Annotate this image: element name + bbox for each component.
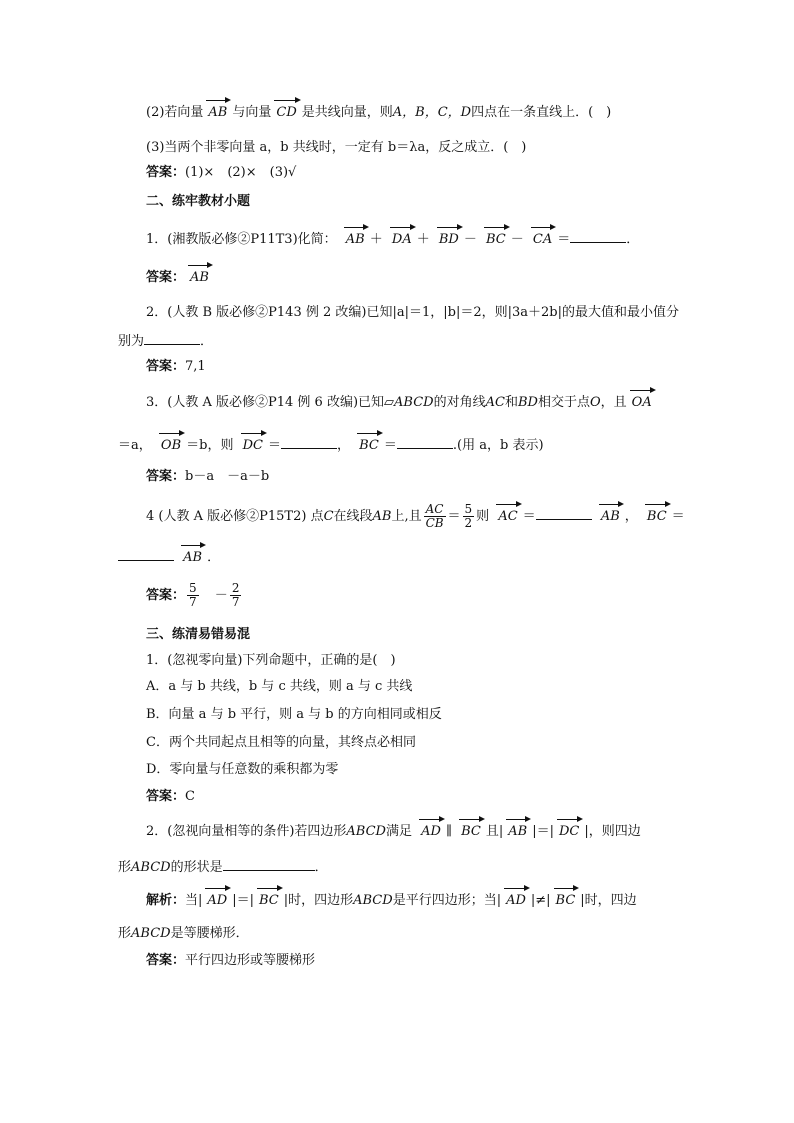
question-2-line (146, 104, 611, 122)
mistake-1-answer (146, 788, 195, 806)
mistake-2-solution (146, 892, 637, 910)
vector-ad: AD (207, 893, 228, 908)
option-a: A．a 与 b 共线，b 与 c 共线，则 a 与 c 共线 (146, 679, 413, 694)
text: ． (207, 550, 221, 565)
vector-cd: CD (276, 105, 297, 120)
answer-blank (570, 229, 626, 243)
answer-label: 答案： (146, 165, 186, 180)
answer-label: 答案： (146, 953, 186, 968)
op: ＝ (671, 509, 685, 524)
solution-label: 解析： (146, 893, 186, 908)
fraction-ac-cb (424, 503, 446, 530)
text: 形 (118, 926, 132, 941)
text: 4 (人教 A 版必修②P15T2) 点 (146, 509, 324, 524)
text: O (589, 395, 601, 410)
numerator: 2 (231, 581, 240, 595)
text: 的对角线 (433, 395, 486, 410)
vector-ac: AC (498, 509, 518, 524)
minus-sign: － (214, 588, 228, 603)
op: － (463, 232, 477, 247)
op: ＋ (416, 232, 430, 247)
denominator: 7 (231, 595, 240, 609)
numerator: AC (425, 502, 444, 516)
text: ABCD (131, 860, 171, 875)
numerator: 5 (189, 581, 197, 595)
text: AC (485, 395, 505, 410)
vector-bc: BC (258, 893, 279, 908)
vector-ab: AB (208, 105, 228, 120)
denominator: CB (425, 516, 444, 530)
answer-text: b－a －a－b (185, 469, 270, 484)
problem-3-line-2 (118, 435, 544, 455)
answer-blank (281, 435, 337, 449)
problem-4-answer (146, 582, 243, 609)
answer-label: 答案： (146, 469, 186, 484)
text: 相交于点 (537, 395, 590, 410)
vector-bc: BC (486, 232, 506, 247)
text: ，且 (600, 395, 627, 410)
option-c: C．两个共同起点且相等的向量，其终点必相同 (146, 735, 416, 750)
denominator: 2 (464, 516, 473, 530)
text: AB (372, 509, 392, 524)
text: 则 (476, 509, 490, 524)
vector-ad: AD (506, 893, 526, 908)
text: 与向量 (232, 105, 272, 120)
vector-ab: AB (183, 550, 203, 565)
vector-bc: BC (359, 438, 379, 453)
answer-blank (397, 435, 453, 449)
op: ＝ (447, 509, 461, 524)
answer-text: C (185, 789, 195, 804)
text: 满足 (385, 824, 412, 839)
text: 2．(忽视向量相等的条件)若四边形 (146, 824, 347, 839)
text: ABCD (353, 893, 393, 908)
vector-ad: AD (421, 824, 441, 839)
text: 的形状是 (170, 860, 223, 875)
parallel-symbol: ∥ (445, 824, 452, 839)
answer-text: 7,1 (185, 359, 206, 374)
mistake-2-line (146, 823, 641, 841)
text: 形 (118, 860, 132, 875)
vector-ab: AB (345, 232, 365, 247)
fraction-5-7 (187, 582, 199, 609)
vector-ab: AB (190, 270, 209, 285)
text: ， (624, 509, 638, 524)
op: ＝ (557, 232, 571, 247)
text: C (323, 509, 334, 524)
answer-label: 答案： (146, 359, 186, 374)
text: 是平行四边形；当| (392, 893, 502, 908)
text: 且| (485, 824, 504, 839)
vector-bc: BC (461, 824, 481, 839)
text: 3．(人教 A 版必修②P14 例 6 改编)已知▱ (146, 395, 395, 410)
answer-text: 平行四边形或等腰梯形 (185, 953, 316, 968)
section-2-heading: 二、练牢教材小题 (146, 194, 251, 209)
op: ＝ (522, 509, 536, 524)
problem-1-answer (146, 269, 214, 287)
option-b: B．向量 a 与 b 平行，则 a 与 b 的方向相同或相反 (146, 707, 442, 722)
vector-ob: OB (160, 438, 182, 453)
text: A，B，C，D (392, 105, 472, 120)
text: ABCD (131, 926, 171, 941)
vector-da: DA (391, 232, 412, 247)
text: BD (517, 395, 538, 410)
answer-blank (144, 331, 200, 345)
text: .(用 a，b 表示) (452, 438, 544, 453)
answer-blank (536, 506, 592, 520)
answer-text: (1)× (2)× (3)√ (185, 165, 297, 180)
answer-label: 答案： (146, 588, 186, 603)
text: 在线段 (333, 509, 373, 524)
answer-blank (223, 857, 315, 871)
text: ＝ (383, 438, 397, 453)
fraction-5-2 (463, 503, 475, 530)
text: ， (336, 438, 350, 453)
text: 上,且 (391, 509, 422, 524)
fraction-2-7 (230, 582, 242, 609)
text: |时，四边形 (283, 893, 354, 908)
question-3-line (146, 139, 526, 157)
vector-bd: BD (438, 232, 459, 247)
text: ． (200, 334, 214, 349)
answer-label: 答案： (146, 270, 186, 285)
text: ＝b，则 (186, 438, 234, 453)
text: |＝| (232, 893, 254, 908)
vector-dc: DC (558, 824, 580, 839)
section-3-heading: 三、练清易错易混 (146, 627, 251, 642)
op: － (510, 232, 524, 247)
mistake-2-line-2 (118, 857, 328, 877)
mistake-2-solution-2 (118, 925, 249, 943)
vector-bc: BC (646, 509, 667, 524)
answer-label: 答案： (146, 789, 186, 804)
problem-4-line-2 (118, 547, 220, 567)
text: |＝| (532, 824, 554, 839)
mistake-1-line: 1．(忽视零向量)下列命题中，正确的是( ) (146, 653, 396, 668)
text: 和 (504, 395, 518, 410)
text: |≠| (530, 893, 551, 908)
vector-dc: DC (242, 438, 263, 453)
option-d: D．零向量与任意数的乘积都为零 (146, 762, 339, 777)
numerator: 5 (464, 502, 473, 516)
mistake-2-answer (146, 952, 315, 970)
vector-ab: AB (508, 824, 528, 839)
problem-1-line (146, 229, 639, 249)
text: ＝ (267, 438, 281, 453)
text: |时，四边 (580, 893, 637, 908)
problem-2-answer (146, 358, 206, 376)
vector-ab: AB (600, 509, 620, 524)
text: ． (314, 860, 328, 875)
text: 别为 (118, 334, 145, 349)
answer-1-line (146, 164, 296, 182)
text: ． (626, 232, 640, 247)
text: (2)若向量 (146, 105, 204, 120)
text: |，则四边 (584, 824, 641, 839)
vector-oa: OA (631, 395, 652, 410)
text: 1．(湘教版必修②P11T3)化简： (146, 232, 337, 247)
text: ＝a， (118, 438, 152, 453)
op: ＋ (369, 232, 383, 247)
problem-4-line (146, 503, 685, 530)
problem-2-line: 2．(人教 B 版必修②P143 例 2 改编)已知|a|＝1，|b|＝2，则|3a＋2b|的最大值和最小值分 (146, 305, 679, 320)
vector-bc: BC (555, 893, 576, 908)
text: ABCD (394, 395, 434, 410)
vector-ca: CA (532, 232, 553, 247)
text: (3)当两个非零向量 a，b 共线时，一定有 b＝λa，反之成立．( ) (146, 140, 527, 155)
text: 是共线向量，则 (301, 105, 393, 120)
problem-2-line-2 (118, 331, 213, 351)
text: 是等腰梯形． (170, 926, 249, 941)
denominator: 7 (189, 595, 197, 609)
answer-blank (118, 547, 174, 561)
text: ABCD (346, 824, 386, 839)
text: 四点在一条直线上．( ) (471, 105, 612, 120)
problem-3-answer (146, 468, 269, 486)
text: 当| (185, 893, 203, 908)
problem-3-line (146, 394, 657, 412)
